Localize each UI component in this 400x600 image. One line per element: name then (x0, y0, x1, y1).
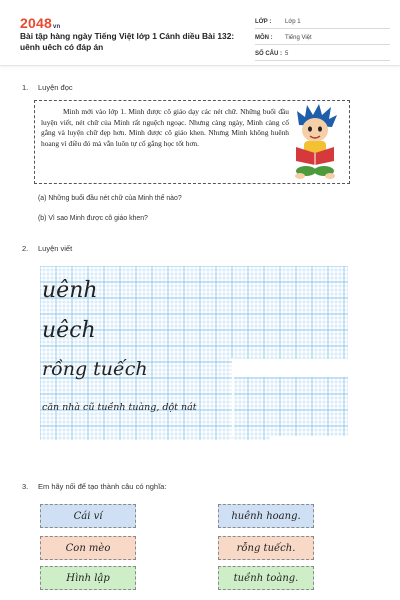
match-left-3[interactable]: Hình lập (40, 566, 136, 590)
meta-key: SỐ CÂU : (255, 50, 282, 57)
match-right-2[interactable]: rỗng tuếch. (218, 536, 314, 560)
meta-key: LỚP : (255, 18, 272, 25)
section-2-title (22, 244, 72, 253)
meta-row-subject (255, 31, 390, 45)
grid-gap (232, 359, 348, 377)
handwriting-grid (40, 266, 348, 440)
meta-row-class (255, 15, 390, 29)
question-a: (a) Những buổi đầu nét chữ của Minh thế nào? (38, 195, 182, 202)
question-b: (b) Vì sao Minh được cô giáo khen? (38, 215, 148, 222)
match-left-1[interactable]: Cái ví (40, 504, 136, 528)
meta-value: Lớp 1 (285, 18, 301, 25)
section-number: 3. (22, 482, 29, 491)
section-number: 1. (22, 83, 29, 92)
page-title: Bài tập hàng ngày Tiếng Việt lớp 1 Cánh diều Bài 132: uênh uêch có đáp án (20, 31, 235, 52)
reading-passage: Minh mới vào lớp 1. Minh được cô giáo dạy các nét chữ. Những buổi đầu luyện viết, nét chữ của Minh rất nguệch ngoạc. Nhưng càng ngày, Minh càng cố gắng và luyện chữ đẹp hơn. Minh được cô giáo khen. Nhưng Minh không huênh hoang vì điều đó mà vẫn luôn tự cố gắng học tốt hơn. (41, 107, 289, 148)
meta-table (255, 15, 390, 63)
boy-reading-book-icon (289, 103, 341, 181)
section-label: Em hãy nối để tạo thành câu có nghĩa: (38, 482, 167, 491)
reading-passage-box (34, 100, 350, 184)
logo-text: 2048 (20, 15, 52, 31)
section-3-title (22, 482, 166, 491)
worksheet-header (0, 0, 400, 66)
writing-line-4: căn nhà cũ tuềnh tuàng, dột nát (42, 402, 197, 413)
meta-value: 5 (285, 50, 289, 57)
section-1-title (22, 83, 73, 92)
match-left-2[interactable]: Con mèo (40, 536, 136, 560)
writing-line-2: uêch (42, 318, 96, 343)
writing-line-1: uênh (42, 278, 98, 303)
meta-value: Tiếng Việt (285, 34, 312, 41)
meta-key: MÔN : (255, 34, 273, 41)
site-logo[interactable] (20, 15, 60, 31)
writing-line-3: rồng tuếch (42, 358, 148, 380)
section-label: Luyện viết (38, 244, 73, 253)
grid-gap (232, 377, 234, 437)
match-right-1[interactable]: huênh hoang. (218, 504, 314, 528)
match-right-3[interactable]: tuềnh toàng. (218, 566, 314, 590)
meta-row-count (255, 47, 390, 61)
section-label: Luyện đọc (38, 83, 73, 92)
logo-suffix: vn (52, 24, 61, 30)
section-number: 2. (22, 244, 29, 253)
